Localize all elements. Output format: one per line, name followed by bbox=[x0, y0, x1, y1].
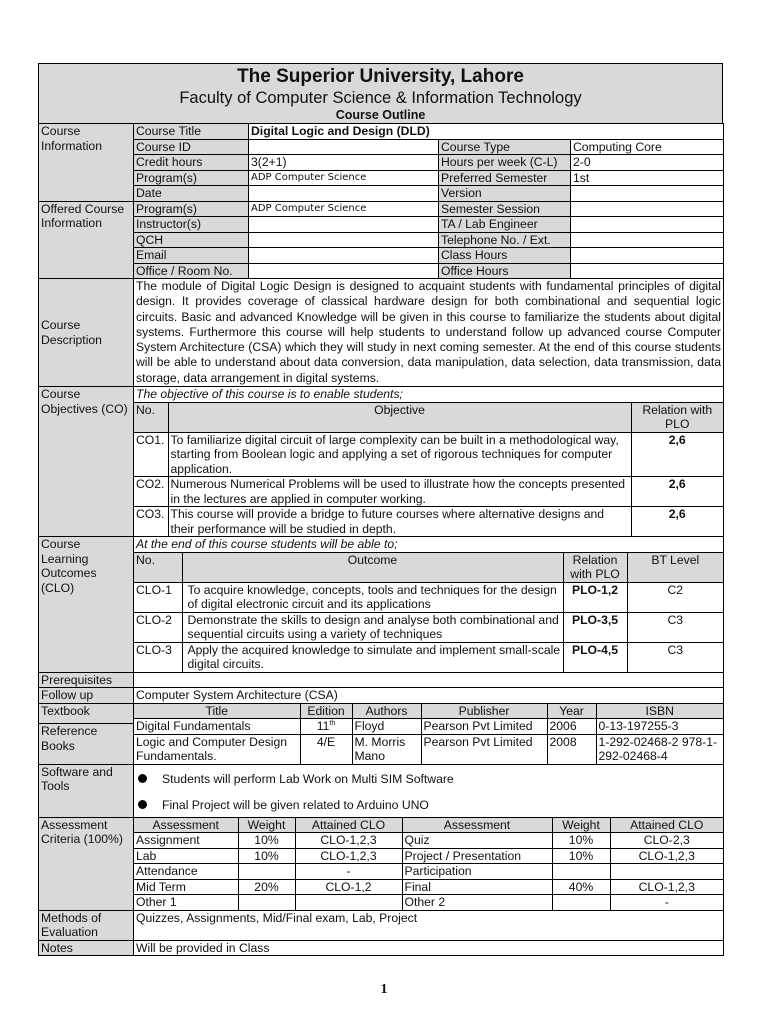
bullet-icon bbox=[138, 800, 147, 809]
book-authors: Floyd bbox=[352, 719, 421, 735]
obj-no: CO2. bbox=[134, 477, 168, 507]
office-label: Office / Room No. bbox=[134, 263, 249, 279]
assess-name: Quiz bbox=[402, 833, 552, 849]
software-item-text: Final Project will be given related to Arduino UNO bbox=[162, 797, 429, 812]
outcomes-intro: At the end of this course students will be able to; bbox=[134, 537, 723, 553]
assess-col-name: Assessment bbox=[134, 818, 238, 833]
hours-week-label: Hours per week (C-L) bbox=[439, 155, 571, 171]
obj-plo: 2,6 bbox=[631, 477, 723, 507]
course-info-label: Course Information bbox=[39, 124, 134, 202]
assess-clo bbox=[295, 895, 402, 910]
clo-bt: C3 bbox=[627, 612, 723, 642]
book-title: Digital Fundamentals bbox=[134, 719, 300, 735]
assess-name: Attendance bbox=[134, 864, 238, 880]
offered-programs-value: ADP Computer Science bbox=[249, 201, 439, 217]
obj-col-no: No. bbox=[134, 403, 168, 433]
programs-label: Program(s) bbox=[134, 170, 249, 186]
ta-label: TA / Lab Engineer bbox=[439, 217, 571, 233]
course-outline-table bbox=[38, 123, 724, 956]
notes-label: Notes bbox=[39, 940, 134, 956]
book-title: Logic and Computer Design Fundamentals. bbox=[134, 734, 300, 764]
assess-clo: CLO-1,2,3 bbox=[610, 879, 723, 895]
assess-weight bbox=[238, 864, 295, 880]
office-hours-value bbox=[571, 263, 724, 279]
book-publisher: Pearson Pvt Limited bbox=[421, 734, 547, 764]
faculty-name: Faculty of Computer Science & Information Technology bbox=[179, 89, 582, 107]
notes-value: Will be provided in Class bbox=[134, 940, 724, 956]
clo-text: Demonstrate the skills to design and analyse both combinational and sequential circuits using a variety of techniques bbox=[182, 612, 563, 642]
credit-hours-label: Credit hours bbox=[134, 155, 249, 171]
assess-weight: 10% bbox=[552, 848, 610, 864]
course-id-value bbox=[249, 139, 439, 155]
office-hours-label: Office Hours bbox=[439, 263, 571, 279]
software-item-text: Students will perform Lab Work on Multi SIM Software bbox=[162, 771, 454, 786]
books-block bbox=[134, 703, 724, 764]
obj-no: CO3. bbox=[134, 507, 168, 537]
books-table bbox=[134, 704, 723, 764]
email-label: Email bbox=[134, 248, 249, 264]
bullet-icon bbox=[138, 774, 147, 783]
assess-weight: 10% bbox=[552, 833, 610, 849]
methods-value: Quizzes, Assignments, Mid/Final exam, Lab, Project bbox=[134, 910, 724, 940]
assess-weight: 10% bbox=[238, 833, 295, 849]
document-title: Course Outline bbox=[335, 108, 426, 122]
semester-session-label: Semester Session bbox=[439, 201, 571, 217]
book-col-isbn: ISBN bbox=[596, 704, 723, 719]
clo-text: Apply the acquired knowledge to simulate and implement small-scale digital circuits. bbox=[182, 642, 563, 672]
course-title-label: Course Title bbox=[134, 124, 249, 140]
obj-plo: 2,6 bbox=[631, 507, 723, 537]
software-block bbox=[134, 764, 724, 817]
assess-clo: CLO-1,2 bbox=[295, 879, 402, 895]
assess-weight bbox=[238, 895, 295, 910]
assess-weight bbox=[552, 864, 610, 880]
outcomes-block bbox=[134, 537, 724, 673]
software-list bbox=[136, 765, 721, 817]
reference-books-label: Reference Books bbox=[39, 724, 134, 764]
ta-value bbox=[571, 217, 724, 233]
clo-text: To acquire knowledge, concepts, tools and techniques for the design of digital electronic circuit and its applications bbox=[182, 582, 563, 612]
course-outline-document bbox=[38, 63, 723, 956]
assess-clo: CLO-1,2,3 bbox=[295, 833, 402, 849]
book-year: 2008 bbox=[547, 734, 596, 764]
clo-col-outcome: Outcome bbox=[182, 553, 563, 583]
preferred-semester-value: 1st bbox=[571, 170, 724, 186]
obj-text: This course will provide a bridge to future courses where alternative designs and their performance will be studied in depth. bbox=[168, 507, 631, 537]
version-value bbox=[571, 186, 724, 202]
book-col-publisher: Publisher bbox=[421, 704, 547, 719]
version-label: Version bbox=[439, 186, 571, 202]
book-isbn: 0-13-197255-3 bbox=[596, 719, 723, 735]
assess-weight: 40% bbox=[552, 879, 610, 895]
prerequisites-label: Prerequisites bbox=[39, 672, 134, 688]
book-year: 2006 bbox=[547, 719, 596, 735]
clo-col-plo: Relation with PLO bbox=[563, 553, 627, 583]
instructor-label: Instructor(s) bbox=[134, 217, 249, 233]
description-label: Course Description bbox=[39, 279, 134, 387]
date-label: Date bbox=[134, 186, 249, 202]
assess-name: Project / Presentation bbox=[402, 848, 552, 864]
assess-name: Lab bbox=[134, 848, 238, 864]
book-edition: 4/E bbox=[300, 734, 352, 764]
list-item bbox=[162, 797, 721, 813]
obj-plo: 2,6 bbox=[631, 432, 723, 477]
university-name: The Superior University, Lahore bbox=[237, 66, 524, 87]
telephone-label: Telephone No. / Ext. bbox=[439, 232, 571, 248]
assess-clo: CLO-1,2,3 bbox=[295, 848, 402, 864]
obj-col-plo: Relation with PLO bbox=[631, 403, 723, 433]
assess-clo: - bbox=[610, 895, 723, 910]
objectives-label: Course Objectives (CO) bbox=[39, 387, 134, 537]
clo-plo: PLO-4,5 bbox=[563, 642, 627, 672]
book-isbn: 1-292-02468-2 978-1-292-02468-4 bbox=[596, 734, 723, 764]
semester-session-value bbox=[571, 201, 724, 217]
assessment-label: Assessment Criteria (100%) bbox=[39, 817, 134, 910]
page-number: 1 bbox=[380, 982, 388, 997]
credit-hours-value: 3(2+1) bbox=[249, 155, 439, 171]
followup-label: Follow up bbox=[39, 688, 134, 704]
book-authors: M. Morris Mano bbox=[352, 734, 421, 764]
obj-col-objective: Objective bbox=[168, 403, 631, 433]
assess-col-weight-2: Weight bbox=[552, 818, 610, 833]
methods-label: Methods of Evaluation bbox=[39, 910, 134, 940]
assess-name: Assignment bbox=[134, 833, 238, 849]
clo-plo: PLO-1,2 bbox=[563, 582, 627, 612]
class-hours-label: Class Hours bbox=[439, 248, 571, 264]
assess-weight: 10% bbox=[238, 848, 295, 864]
obj-text: To familiarize digital circuit of large complexity can be built in a methodological way, starting from Boolean logic and applying a set of rigorous techniques for computer application. bbox=[168, 432, 631, 477]
clo-no: CLO-1 bbox=[134, 582, 182, 612]
offered-programs-label: Program(s) bbox=[134, 201, 249, 217]
book-col-title: Title bbox=[134, 704, 300, 719]
course-title-value: Digital Logic and Design (DLD) bbox=[249, 124, 724, 140]
outcomes-label: Course Learning Outcomes (CLO) bbox=[39, 537, 134, 673]
assess-clo bbox=[610, 864, 723, 880]
edition-superscript: th bbox=[329, 720, 336, 728]
book-col-year: Year bbox=[547, 704, 596, 719]
assess-col-weight: Weight bbox=[238, 818, 295, 833]
clo-no: CLO-2 bbox=[134, 612, 182, 642]
list-item bbox=[162, 771, 721, 787]
clo-plo: PLO-3,5 bbox=[563, 612, 627, 642]
class-hours-value bbox=[571, 248, 724, 264]
preferred-semester-label: Preferred Semester bbox=[439, 170, 571, 186]
description-text: The module of Digital Logic Design is designed to acquaint students with fundamental principles of digital design. It provides coverage of classical hardware design for both combinational and sequential logic circuits. Basic and advanced Knowledge will be given in this course to familiarize the students about digital systems. Furthermore this course will help students to understand follow up advanced course Computer System Architecture (CSA) which they will study in next coming semester. At the end of this course students will be able to understand about data conversion, data manipulation, data selection, data transmission, data storage, data arrangement in digital systems. bbox=[134, 279, 724, 387]
assess-name: Participation bbox=[402, 864, 552, 880]
clo-bt: C3 bbox=[627, 642, 723, 672]
offered-info-label: Offered Course Information bbox=[39, 201, 134, 279]
instructor-value bbox=[249, 217, 439, 233]
objectives-block bbox=[134, 387, 724, 537]
assess-name: Other 2 bbox=[402, 895, 552, 910]
course-type-value: Computing Core bbox=[571, 139, 724, 155]
assess-name: Other 1 bbox=[134, 895, 238, 910]
assess-col-clo-2: Attained CLO bbox=[610, 818, 723, 833]
hours-week-value: 2-0 bbox=[571, 155, 724, 171]
book-edition bbox=[300, 719, 352, 735]
clo-no: CLO-3 bbox=[134, 642, 182, 672]
obj-no: CO1. bbox=[134, 432, 168, 477]
prerequisites-value bbox=[134, 672, 724, 688]
telephone-value bbox=[571, 232, 724, 248]
clo-col-bt: BT Level bbox=[627, 553, 723, 583]
assessment-table bbox=[134, 818, 723, 910]
assess-weight: 20% bbox=[238, 879, 295, 895]
assess-name: Mid Term bbox=[134, 879, 238, 895]
assess-clo: CLO-1,2,3 bbox=[610, 848, 723, 864]
assess-col-name-2: Assessment bbox=[402, 818, 552, 833]
assess-clo: CLO-2,3 bbox=[610, 833, 723, 849]
obj-text: Numerous Numerical Problems will be used to illustrate how the concepts presented in the lectures are applied in computer working. bbox=[168, 477, 631, 507]
assess-weight bbox=[552, 895, 610, 910]
edition-number: 11 bbox=[316, 719, 330, 734]
book-col-edition: Edition bbox=[300, 704, 352, 719]
document-header bbox=[38, 63, 723, 123]
objectives-intro: The objective of this course is to enable students; bbox=[134, 387, 723, 403]
qch-value bbox=[249, 232, 439, 248]
assessment-block bbox=[134, 817, 724, 910]
objectives-table bbox=[134, 403, 723, 537]
clo-bt: C2 bbox=[627, 582, 723, 612]
programs-value: ADP Computer Science bbox=[249, 170, 439, 186]
email-value bbox=[249, 248, 439, 264]
office-value bbox=[249, 263, 439, 279]
assess-clo: - bbox=[295, 864, 402, 880]
book-col-authors: Authors bbox=[352, 704, 421, 719]
assess-col-clo: Attained CLO bbox=[295, 818, 402, 833]
course-id-label: Course ID bbox=[134, 139, 249, 155]
qch-label: QCH bbox=[134, 232, 249, 248]
followup-value: Computer System Architecture (CSA) bbox=[134, 688, 724, 704]
book-publisher: Pearson Pvt Limited bbox=[421, 719, 547, 735]
textbook-label: Textbook bbox=[39, 703, 134, 724]
course-type-label: Course Type bbox=[439, 139, 571, 155]
assess-name: Final bbox=[402, 879, 552, 895]
clo-col-no: No. bbox=[134, 553, 182, 583]
outcomes-table bbox=[134, 553, 723, 672]
date-value bbox=[249, 186, 439, 202]
software-label: Software and Tools bbox=[39, 764, 134, 817]
